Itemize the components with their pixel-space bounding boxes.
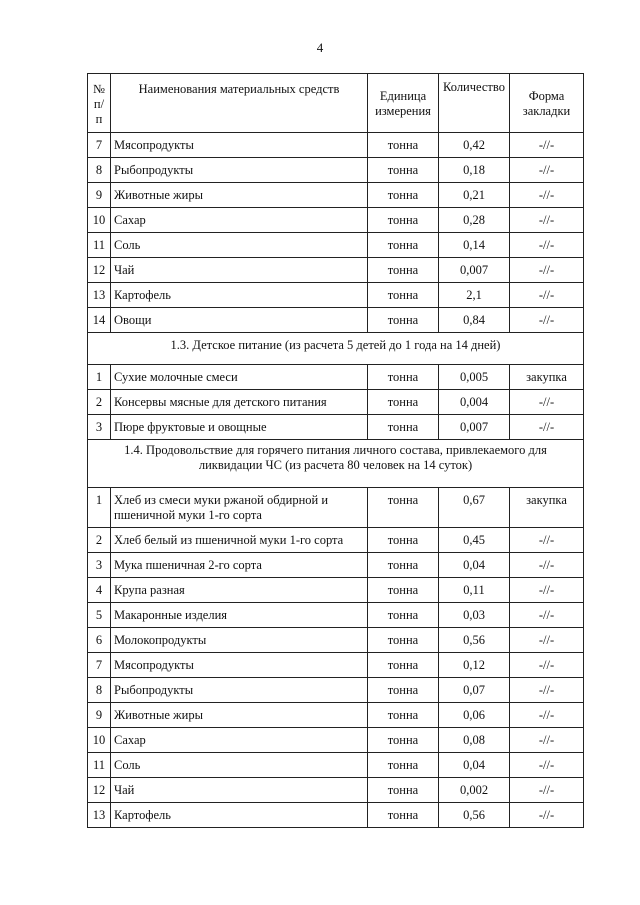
- cell-num: 14: [88, 308, 111, 333]
- cell-unit: тонна: [368, 183, 439, 208]
- cell-qty: 0,03: [439, 603, 510, 628]
- cell-name: Молокопродукты: [111, 628, 368, 653]
- cell-form: -//-: [510, 578, 584, 603]
- cell-form: -//-: [510, 233, 584, 258]
- cell-unit: тонна: [368, 553, 439, 578]
- cell-form: -//-: [510, 258, 584, 283]
- cell-form: -//-: [510, 678, 584, 703]
- cell-unit: тонна: [368, 283, 439, 308]
- cell-name: Хлеб из смеси муки ржаной обдирной и пшеничной муки 1-го сорта: [111, 488, 368, 528]
- cell-unit: тонна: [368, 703, 439, 728]
- cell-name: Макаронные изделия: [111, 603, 368, 628]
- cell-name: Соль: [111, 233, 368, 258]
- cell-name: Сахар: [111, 728, 368, 753]
- cell-unit: тонна: [368, 778, 439, 803]
- cell-unit: тонна: [368, 578, 439, 603]
- cell-qty: 0,08: [439, 728, 510, 753]
- cell-num: 6: [88, 628, 111, 653]
- cell-unit: тонна: [368, 208, 439, 233]
- cell-qty: 0,14: [439, 233, 510, 258]
- header-unit: Единица измерения: [368, 74, 439, 133]
- table-row: [88, 678, 584, 703]
- cell-unit: тонна: [368, 415, 439, 440]
- cell-num: 10: [88, 208, 111, 233]
- cell-form: -//-: [510, 728, 584, 753]
- cell-form: -//-: [510, 390, 584, 415]
- cell-num: 3: [88, 553, 111, 578]
- cell-qty: 0,21: [439, 183, 510, 208]
- table-row: [88, 753, 584, 778]
- cell-num: 11: [88, 233, 111, 258]
- cell-unit: тонна: [368, 678, 439, 703]
- cell-name: Чай: [111, 778, 368, 803]
- cell-num: 1: [88, 488, 111, 528]
- header-name: Наименования материальных средств: [111, 74, 368, 133]
- table-row: [88, 528, 584, 553]
- table-row: [88, 803, 584, 828]
- cell-num: 12: [88, 778, 111, 803]
- cell-qty: 0,007: [439, 258, 510, 283]
- cell-name: Соль: [111, 753, 368, 778]
- cell-qty: 0,04: [439, 753, 510, 778]
- cell-unit: тонна: [368, 233, 439, 258]
- table-row: [88, 653, 584, 678]
- cell-qty: 0,67: [439, 488, 510, 528]
- cell-qty: 0,84: [439, 308, 510, 333]
- section-row: [88, 333, 584, 365]
- cell-form: -//-: [510, 308, 584, 333]
- table-row: [88, 703, 584, 728]
- table-row: [88, 488, 584, 528]
- cell-form: -//-: [510, 133, 584, 158]
- table-row: [88, 778, 584, 803]
- table-row: [88, 365, 584, 390]
- cell-qty: 0,007: [439, 415, 510, 440]
- page-number: 4: [316, 40, 324, 55]
- cell-unit: тонна: [368, 488, 439, 528]
- cell-form: -//-: [510, 778, 584, 803]
- cell-num: 12: [88, 258, 111, 283]
- materials-table: [87, 73, 584, 828]
- cell-qty: 0,06: [439, 703, 510, 728]
- cell-name: Животные жиры: [111, 183, 368, 208]
- cell-name: Картофель: [111, 283, 368, 308]
- cell-unit: тонна: [368, 133, 439, 158]
- cell-num: 10: [88, 728, 111, 753]
- table-row: [88, 728, 584, 753]
- cell-num: 3: [88, 415, 111, 440]
- cell-form: -//-: [510, 415, 584, 440]
- cell-qty: 0,28: [439, 208, 510, 233]
- section-title: 1.4. Продовольствие для горячего питания личного состава, привлекаемого для ликвидации ЧС (из расчета 80 человек на 14 суток): [88, 440, 584, 488]
- cell-form: -//-: [510, 753, 584, 778]
- cell-unit: тонна: [368, 258, 439, 283]
- cell-num: 13: [88, 283, 111, 308]
- cell-form: -//-: [510, 553, 584, 578]
- cell-form: -//-: [510, 803, 584, 828]
- table-row: [88, 158, 584, 183]
- cell-name: Рыбопродукты: [111, 158, 368, 183]
- table-row: [88, 233, 584, 258]
- table-row: [88, 553, 584, 578]
- cell-form: -//-: [510, 653, 584, 678]
- cell-num: 9: [88, 703, 111, 728]
- cell-name: Мука пшеничная 2-го сорта: [111, 553, 368, 578]
- cell-qty: 0,42: [439, 133, 510, 158]
- cell-name: Чай: [111, 258, 368, 283]
- cell-num: 8: [88, 678, 111, 703]
- cell-form: закупка: [510, 488, 584, 528]
- cell-form: -//-: [510, 528, 584, 553]
- table-row: [88, 415, 584, 440]
- header-qty: Количество: [439, 74, 510, 133]
- table-row: [88, 133, 584, 158]
- cell-num: 5: [88, 603, 111, 628]
- header-num: № п/п: [88, 74, 111, 133]
- cell-num: 13: [88, 803, 111, 828]
- table-row: [88, 283, 584, 308]
- cell-qty: 0,04: [439, 553, 510, 578]
- table-row: [88, 578, 584, 603]
- header-form: Форма закладки: [510, 74, 584, 133]
- cell-form: -//-: [510, 183, 584, 208]
- cell-name: Сахар: [111, 208, 368, 233]
- cell-unit: тонна: [368, 158, 439, 183]
- table-row: [88, 628, 584, 653]
- table-row: [88, 258, 584, 283]
- cell-qty: 0,005: [439, 365, 510, 390]
- cell-name: Овощи: [111, 308, 368, 333]
- cell-qty: 0,56: [439, 628, 510, 653]
- cell-form: -//-: [510, 283, 584, 308]
- section-title: 1.3. Детское питание (из расчета 5 детей до 1 года на 14 дней): [88, 333, 584, 365]
- table-row: [88, 183, 584, 208]
- cell-qty: 0,45: [439, 528, 510, 553]
- cell-unit: тонна: [368, 753, 439, 778]
- cell-name: Хлеб белый из пшеничной муки 1-го сорта: [111, 528, 368, 553]
- cell-qty: 0,11: [439, 578, 510, 603]
- cell-form: -//-: [510, 158, 584, 183]
- cell-unit: тонна: [368, 803, 439, 828]
- table-row: [88, 308, 584, 333]
- cell-form: -//-: [510, 628, 584, 653]
- cell-qty: 0,12: [439, 653, 510, 678]
- cell-name: Картофель: [111, 803, 368, 828]
- cell-form: -//-: [510, 208, 584, 233]
- cell-form: закупка: [510, 365, 584, 390]
- cell-qty: 2,1: [439, 283, 510, 308]
- cell-unit: тонна: [368, 308, 439, 333]
- cell-unit: тонна: [368, 365, 439, 390]
- table-header-row: [88, 74, 584, 133]
- cell-num: 7: [88, 133, 111, 158]
- cell-num: 11: [88, 753, 111, 778]
- table-row: [88, 603, 584, 628]
- cell-unit: тонна: [368, 628, 439, 653]
- cell-num: 1: [88, 365, 111, 390]
- cell-num: 9: [88, 183, 111, 208]
- cell-unit: тонна: [368, 603, 439, 628]
- cell-unit: тонна: [368, 728, 439, 753]
- cell-qty: 0,002: [439, 778, 510, 803]
- cell-num: 2: [88, 528, 111, 553]
- cell-qty: 0,18: [439, 158, 510, 183]
- cell-name: Животные жиры: [111, 703, 368, 728]
- cell-unit: тонна: [368, 528, 439, 553]
- cell-name: Сухие молочные смеси: [111, 365, 368, 390]
- cell-unit: тонна: [368, 390, 439, 415]
- cell-form: -//-: [510, 603, 584, 628]
- cell-name: Консервы мясные для детского питания: [111, 390, 368, 415]
- cell-qty: 0,56: [439, 803, 510, 828]
- section-row: [88, 440, 584, 488]
- cell-name: Крупа разная: [111, 578, 368, 603]
- cell-unit: тонна: [368, 653, 439, 678]
- cell-name: Мясопродукты: [111, 653, 368, 678]
- cell-num: 2: [88, 390, 111, 415]
- table-row: [88, 390, 584, 415]
- cell-name: Мясопродукты: [111, 133, 368, 158]
- cell-qty: 0,07: [439, 678, 510, 703]
- cell-name: Пюре фруктовые и овощные: [111, 415, 368, 440]
- cell-num: 8: [88, 158, 111, 183]
- cell-qty: 0,004: [439, 390, 510, 415]
- cell-form: -//-: [510, 703, 584, 728]
- cell-num: 4: [88, 578, 111, 603]
- cell-num: 7: [88, 653, 111, 678]
- cell-name: Рыбопродукты: [111, 678, 368, 703]
- table-row: [88, 208, 584, 233]
- table-body: [88, 133, 584, 828]
